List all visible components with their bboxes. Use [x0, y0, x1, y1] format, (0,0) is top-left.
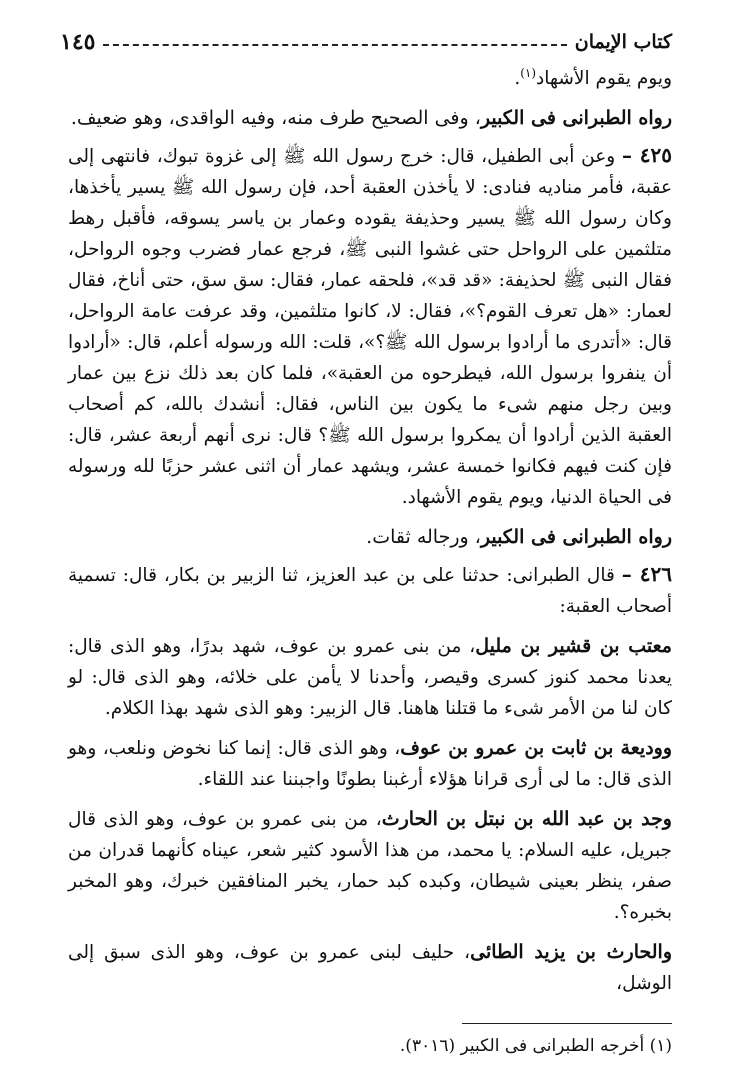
- header-rule: [103, 44, 566, 46]
- running-header: [60, 27, 672, 57]
- person-entry-2: [68, 733, 672, 795]
- source-note-1: [68, 103, 672, 134]
- person-1-name: معتب بن قشير بن مليل: [475, 635, 672, 658]
- continuation-text: ويوم يقوم الأشهاد: [536, 68, 672, 90]
- hadith-426-number: ٤٢٦ –: [621, 562, 672, 587]
- hadith-426: [68, 559, 672, 622]
- source-2-rest: ، ورجاله ثقات.: [366, 526, 481, 549]
- hadith-425-text: وعن أبى الطفيل، قال: خرج رسول الله ﷺ إلى غزوة تبوك، فانتهى إلى عقبة، فأمر مناديه فنادى: لا يأخذن العقبة أحد، فإن رسول الله ﷺ يسير يأخذها، وكان رسول الله ﷺ يسير وحذيفة يقوده وعمار بن ياسر يسوقه، فأقبل رهط متلثمين على الرواحل حتى غشوا النبى ﷺ، فرجع عمار فضرب وجوه الرواحل، فقال النبى ﷺ لحذيفة: «قد قد»، فلحقه عمار، فقال: سق سق، حتى أناخ، فقال لعمار: «هل تعرف القوم؟»، فقال: لا، كانوا متلثمين، وقد عرفت عامة الرواحل، قال: «أتدرى ما أرادوا برسول الله ﷺ؟»، قلت: الله ورسوله أعلم، قال: «أرادوا أن ينفروا برسول الله، فيطرحوه من العقبة»، فلما كان بعد ذلك نزع بين عمار وبين رجل منهم شىء ما يكون بين الناس، فقال: أنشدك بالله، كم أصحاب العقبة الذين أرادوا أن يمكروا برسول الله ﷺ؟ قال: نرى أنهم أربعة عشر، قال: فإن كنت فيهم فكانوا خمسة عشر، ويشهد عمار أن اثنى عشر حزبًا لله ورسوله فى الحياة الدنيا، ويوم يقوم الأشهاد.: [68, 146, 672, 509]
- person-4-name: والحارث بن يزيد الطائى: [470, 941, 672, 964]
- footnote: (١) أخرجه الطبرانى فى الكبير (٣٠١٦).: [399, 1036, 672, 1056]
- page-number: ١٤٥: [60, 29, 96, 55]
- hadith-426-text: قال الطبرانى: حدثنا على بن عبد العزيز، ثنا الزبير بن بكار، قال: تسمية أصحاب العقبة:: [68, 565, 672, 618]
- person-2-text: ، وهو الذى قال: إنما كنا نخوض ونلعب، وهو الذى قال: ما لى أرى قرانا هؤلاء أرغبنا بطونًا واجبننا عند اللقاء.: [68, 738, 672, 791]
- footnote-marker: (١): [520, 66, 537, 80]
- person-entry-1: [68, 631, 672, 724]
- page-body: [68, 58, 672, 999]
- continuation-line: ويوم يقوم الأشهاد$^{(١)}$.: [514, 66, 672, 90]
- source-note-2: [68, 522, 672, 553]
- source-2-bold: رواه الطبرانى فى الكبير: [480, 526, 672, 549]
- source-1-rest: ، وفى الصحيح طرف منه، وفيه الواقدى، وهو ضعيف.: [70, 107, 481, 130]
- person-2-name: ووديعة بن ثابت بن عمرو بن عوف: [400, 737, 673, 760]
- person-1-text: ، من بنى عمرو بن عوف، شهد بدرًا، وهو الذى قال: يعدنا محمد كنوز كسرى وقيصر، وأحدنا لا يأمن على خلائه، وهو الذى قال: لو كان لنا من الأمر شىء ما قتلنا هاهنا. قال الزبير: وهو الذى شهد بهذا الكلام.: [68, 636, 672, 720]
- person-4-text: ، حليف لبنى عمرو بن عوف، وهو الذى سبق إلى الوشل،: [68, 942, 672, 995]
- book-title: كتاب الإيمان: [574, 31, 672, 53]
- person-3-text: ، من بنى عمرو بن عوف، وهو الذى قال جبريل، عليه السلام: يا محمد، من هذا الأسود كثير شعر، عيناه كأنهما قدران من صفر، ينظر بعينى شيطان، وكبده كبد حمار، يخبر المنافقين خبرك، وهو المخبر بخبره؟.: [68, 809, 672, 924]
- hadith-425-number: ٤٢٥ –: [621, 143, 672, 168]
- person-entry-4: [68, 937, 672, 999]
- person-entry-3: [68, 804, 672, 928]
- hadith-425: [68, 140, 672, 513]
- footnote-rule: [462, 1023, 672, 1024]
- source-1-bold: رواه الطبرانى فى الكبير: [480, 107, 672, 130]
- person-3-name: وجد بن عبد الله بن نبتل بن الحارث: [381, 808, 672, 831]
